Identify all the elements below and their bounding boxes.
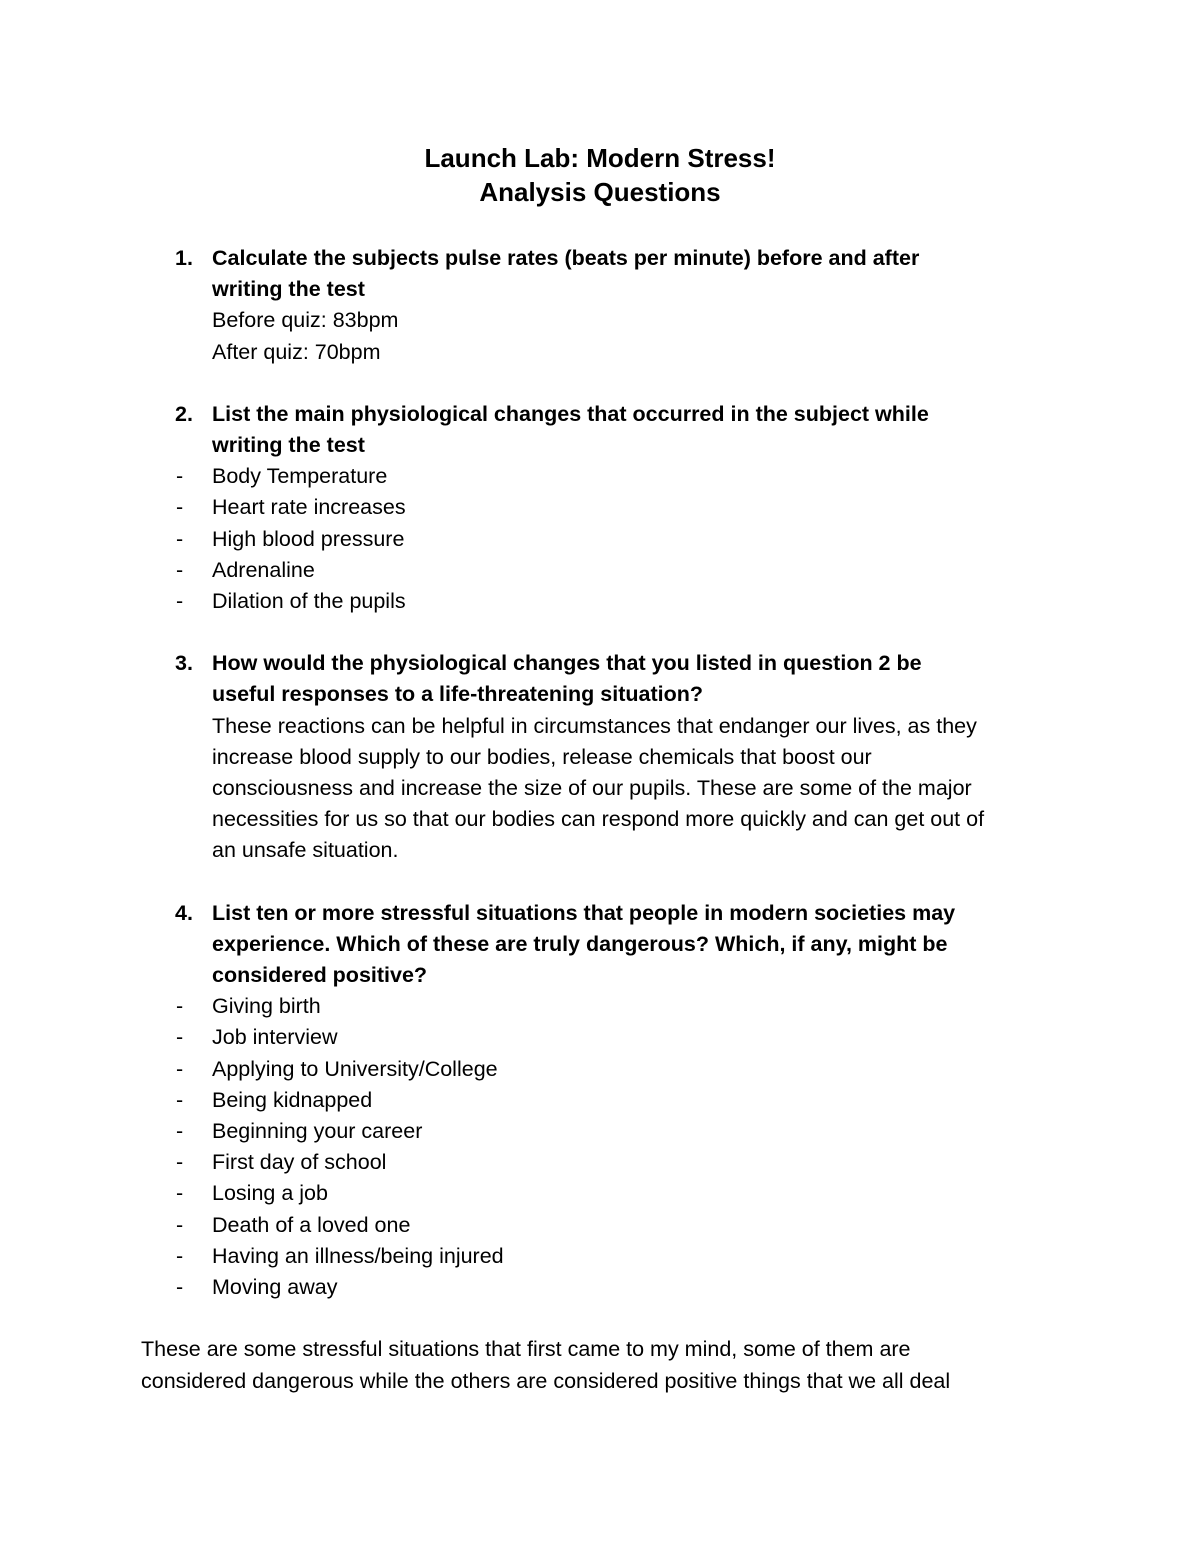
list-item-text: Being kidnapped <box>212 1087 373 1112</box>
list-item-text: Giving birth <box>212 994 321 1019</box>
paragraph-line: considered dangerous while the others are considered positive things that we all deal <box>141 1368 951 1393</box>
dash-marker: - <box>176 1243 184 1268</box>
title-line-1: Launch Lab: Modern Stress! <box>424 143 776 173</box>
dash-marker: - <box>176 495 184 520</box>
list-item-text: First day of school <box>212 1150 387 1175</box>
list-item-text: Moving away <box>212 1275 338 1300</box>
list-item <box>141 1210 1071 1241</box>
list-item-text: Beginning your career <box>212 1119 423 1144</box>
document-title <box>0 141 1200 209</box>
question-4-heading <box>141 898 1071 992</box>
dash-marker: - <box>176 1150 184 1175</box>
question-2 <box>141 399 1071 617</box>
question-3-heading <box>141 648 1071 710</box>
list-item <box>141 524 1071 555</box>
dash-marker: - <box>176 1181 184 1206</box>
question-4 <box>141 898 1071 1304</box>
question-number: 1. <box>175 246 193 270</box>
question-1 <box>141 243 1071 368</box>
answer-line: Before quiz: 83bpm <box>212 308 399 333</box>
dash-marker: - <box>176 464 184 489</box>
list-item <box>141 1272 1071 1303</box>
list-item <box>141 1054 1071 1085</box>
paragraph-line: These are some stressful situations that first came to my mind, some of them are <box>141 1337 911 1362</box>
question-text-line: writing the test <box>212 277 365 302</box>
list-item <box>141 1116 1071 1147</box>
answer-line: necessities for us so that our bodies can respond more quickly and can get out of <box>212 807 985 832</box>
list-item-text: Applying to University/College <box>212 1056 498 1081</box>
list-item <box>141 586 1071 617</box>
list-item <box>141 1178 1071 1209</box>
closing-paragraph <box>141 1334 1071 1396</box>
list-item-text: Losing a job <box>212 1181 328 1206</box>
question-text-line: Calculate the subjects pulse rates (beats per minute) before and after <box>212 246 920 270</box>
list-item-text: Heart rate increases <box>212 495 406 520</box>
answer-line: These reactions can be helpful in circumstances that endanger our lives, as they <box>212 713 977 738</box>
question-1-heading <box>141 243 1071 305</box>
list-item <box>141 555 1071 586</box>
dash-marker: - <box>176 1087 184 1112</box>
list-item-text: Body Temperature <box>212 464 388 489</box>
dash-marker: - <box>176 994 184 1019</box>
dash-marker: - <box>176 1056 184 1081</box>
bullet-list <box>141 461 1071 617</box>
list-item-text: Adrenaline <box>212 557 315 582</box>
list-item <box>141 492 1071 523</box>
question-text-line: experience. Which of these are truly dangerous? Which, if any, might be <box>212 931 948 956</box>
dash-marker: - <box>176 1025 184 1050</box>
question-text-line: writing the test <box>212 433 365 458</box>
list-item <box>141 1085 1071 1116</box>
document-body <box>141 243 1071 1397</box>
question-number: 2. <box>175 401 193 426</box>
list-item <box>141 991 1071 1022</box>
dash-marker: - <box>176 526 184 551</box>
dash-marker: - <box>176 589 184 614</box>
title-line-2: Analysis Questions <box>479 177 721 207</box>
question-text-line: List the main physiological changes that occurred in the subject while <box>212 401 929 426</box>
question-number: 4. <box>175 900 193 925</box>
answer-line: increase blood supply to our bodies, release chemicals that boost our <box>212 744 872 769</box>
list-item-text: Job interview <box>212 1025 338 1050</box>
dash-marker: - <box>176 1212 184 1237</box>
answer-line: consciousness and increase the size of our pupils. These are some of the major <box>212 776 972 801</box>
question-text-line: List ten or more stressful situations that people in modern societies may <box>212 900 956 925</box>
question-3 <box>141 648 1071 866</box>
question-text-line: considered positive? <box>212 963 428 988</box>
list-item-text: Dilation of the pupils <box>212 589 406 614</box>
question-text-line: How would the physiological changes that you listed in question 2 be <box>212 651 922 676</box>
list-item <box>141 1147 1071 1178</box>
dash-marker: - <box>176 1119 184 1144</box>
dash-marker: - <box>176 557 184 582</box>
answer-line: After quiz: 70bpm <box>212 339 381 364</box>
dash-marker: - <box>176 1275 184 1300</box>
answer-line: an unsafe situation. <box>212 838 399 863</box>
bullet-list <box>141 991 1071 1303</box>
list-item-text: High blood pressure <box>212 526 405 551</box>
question-number: 3. <box>175 651 193 676</box>
list-item <box>141 461 1071 492</box>
list-item-text: Having an illness/being injured <box>212 1243 504 1268</box>
list-item-text: Death of a loved one <box>212 1212 411 1237</box>
question-2-heading <box>141 399 1071 461</box>
list-item <box>141 1022 1071 1053</box>
list-item <box>141 1241 1071 1272</box>
question-text-line: useful responses to a life-threatening situation? <box>212 682 703 707</box>
